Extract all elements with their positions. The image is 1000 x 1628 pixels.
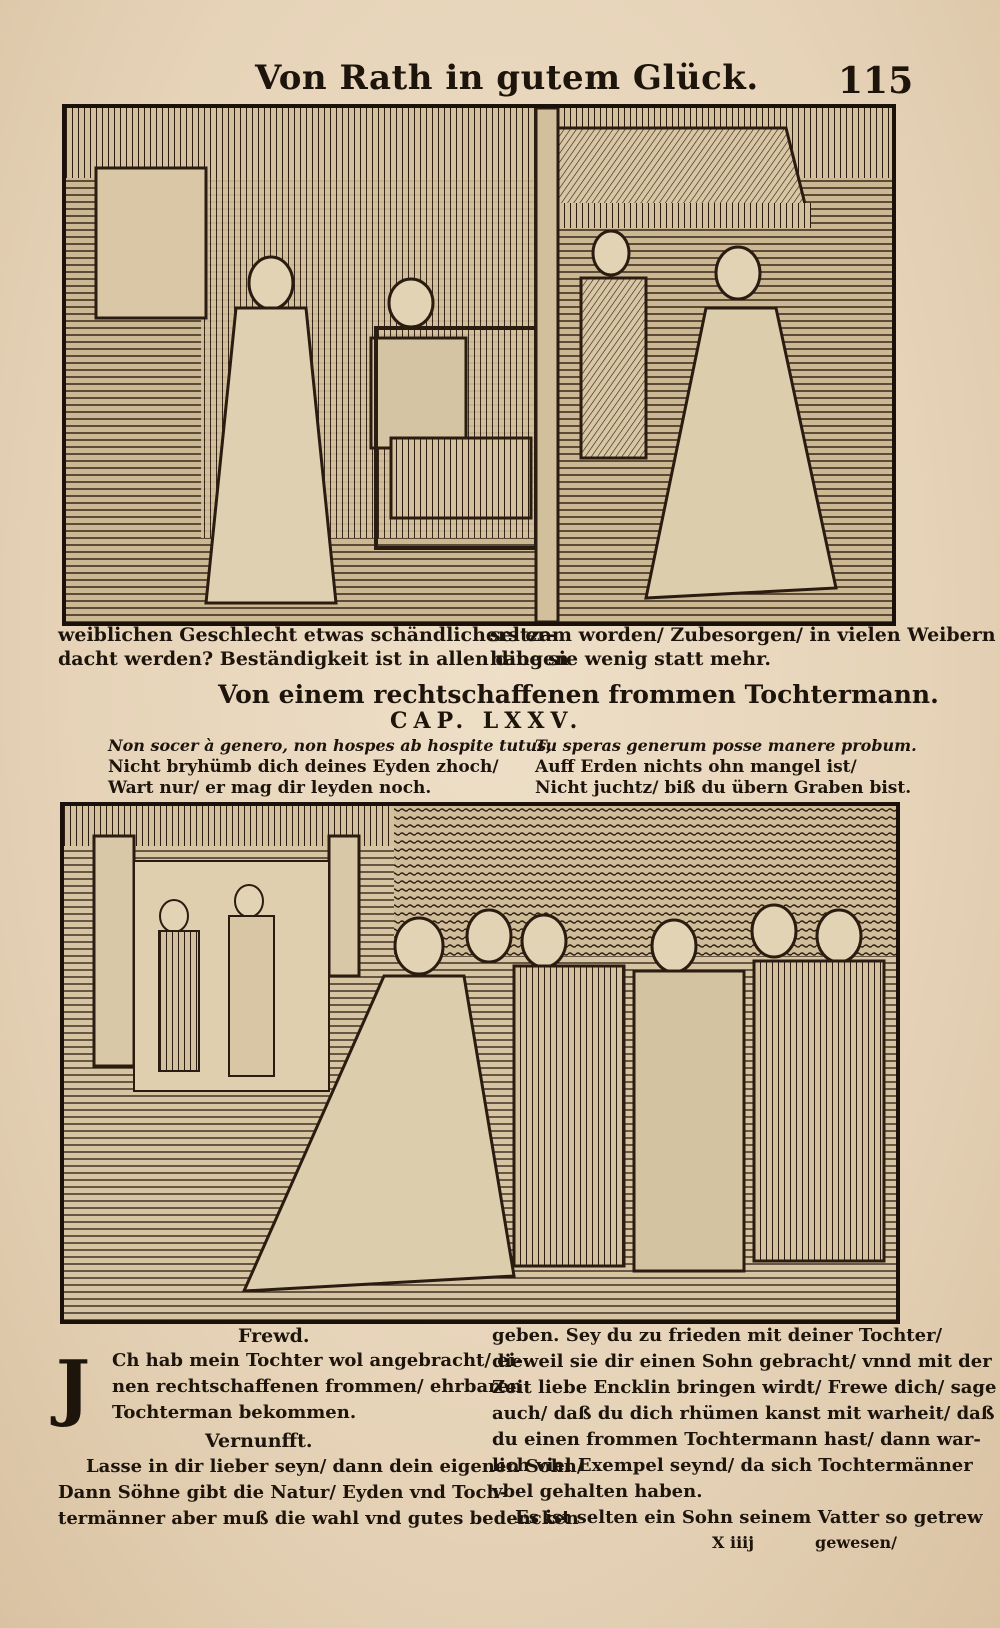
catchword: gewesen/ <box>815 1533 897 1552</box>
right-speech-line-5: du einen frommen Tochtermann hast/ dann war- <box>492 1429 981 1450</box>
upper-text-right-line-2: habe sie wenig statt mehr. <box>490 648 771 670</box>
right-speech-line-3: Zeit liebe Encklin bringen wirdt/ Frewe dich/ sage <box>492 1377 997 1398</box>
right-speech-line-7: vbel gehalten haben. <box>492 1481 703 1502</box>
left-speech2-line-2: Dann Söhne gibt die Natur/ Eyden vnd Toch- <box>58 1482 508 1503</box>
left-speech2-line-1: Lasse in dir lieber seyn/ dann dein eigenen Sohn/ <box>86 1456 584 1477</box>
verse-right-german-2: Nicht juchtz/ biß du übern Graben bist. <box>535 778 912 798</box>
running-title: Von Rath in gutem Glück. <box>255 58 759 98</box>
chapter-number: CAP. LXXV. <box>390 708 584 734</box>
upper-text-right-line-1: seltzam worden/ Zubesorgen/ in vielen Weibern <box>490 624 996 646</box>
speaker-frewd: Frewd. <box>238 1325 310 1347</box>
woodcut-engraving-lower <box>64 806 896 1320</box>
right-speech-line-2: dieweil sie dir einen Sohn gebracht/ vnnd mit der <box>492 1351 992 1372</box>
upper-text-left-line-1: weiblichen Geschlecht etwas schändlichers er- <box>58 624 556 646</box>
page-number: 115 <box>838 60 914 102</box>
right-speech-line-8: Es ist selten ein Sohn seinem Vatter so getrew <box>515 1507 983 1528</box>
left-speech-line-1: Ch hab mein Tochter wol angebracht/ ei- <box>112 1350 523 1371</box>
woodcut-engraving-upper <box>66 108 892 622</box>
chapter-title: Von einem rechtschaffenen frommen Tochtermann. <box>218 680 939 709</box>
signature-mark: X iiij <box>712 1533 755 1552</box>
left-speech-line-2: nen rechtschaffenen frommen/ ehrbaren <box>112 1376 523 1397</box>
verse-right-latin: Tu speras generum posse manere probum. <box>535 736 917 755</box>
speaker-vernunfft: Vernunfft. <box>205 1430 313 1452</box>
right-speech-line-4: auch/ daß du dich rhümen kanst mit warheit/ daß <box>492 1403 995 1424</box>
upper-text-left-line-2: dacht werden? Beständigkeit ist in allen dingen <box>58 648 569 670</box>
right-speech-line-6: lich viel Exempel seynd/ da sich Tochtermänner <box>492 1455 973 1476</box>
left-speech2-line-3: termänner aber muß die wahl vnd gutes bedencken <box>58 1508 579 1529</box>
verse-left-latin: Non socer à genero, non hospes ab hospite tutus, <box>108 736 552 755</box>
drop-cap-initial: J <box>56 1344 91 1429</box>
woodcut-illustration-upper <box>62 104 896 626</box>
verse-left-german-1: Nicht bryhümb dich deines Eyden zhoch/ <box>108 757 499 777</box>
left-speech-line-3: Tochterman bekommen. <box>112 1402 357 1423</box>
woodcut-illustration-lower <box>60 802 900 1324</box>
verse-right-german-1: Auff Erden nichts ohn mangel ist/ <box>535 757 857 777</box>
right-speech-line-1: geben. Sey du zu frieden mit deiner Tochter/ <box>492 1325 943 1346</box>
verse-left-german-2: Wart nur/ er mag dir leyden noch. <box>108 778 432 798</box>
